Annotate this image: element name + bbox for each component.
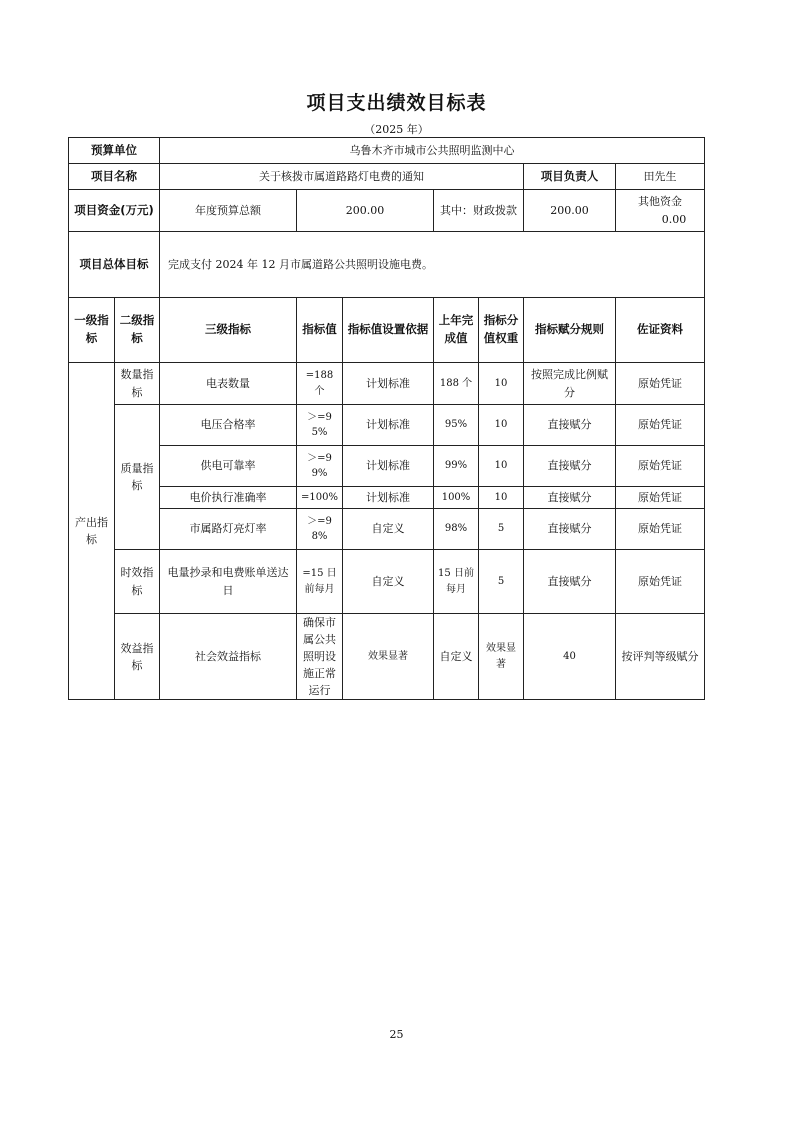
performance-table (68, 137, 705, 700)
col-rule: 指标赋分规则 (524, 298, 616, 363)
indicator-evidence: 原始凭证 (616, 446, 705, 487)
indicator-name: 电压合格率 (160, 405, 297, 446)
indicator-last-year: 188 个 (434, 363, 479, 405)
table-row (69, 614, 705, 700)
indicator-last-year: 99% (434, 446, 479, 487)
col-weight: 指标分值权重 (479, 298, 524, 363)
year-label: （2025 年） (364, 123, 429, 136)
indicator-basis: 自定义 (343, 509, 434, 550)
indicator-basis: 计划标准 (343, 405, 434, 446)
row-project-funds (69, 190, 705, 232)
table-row (69, 550, 705, 614)
indicator-rule: 直接赋分 (524, 509, 616, 550)
indicator-basis: 计划标准 (343, 446, 434, 487)
indicator-value: ＞=95% (297, 405, 343, 446)
project-name-label: 项目名称 (69, 164, 160, 190)
indicator-value: =188 个 (297, 363, 343, 405)
fiscal-allocation-value: 200.00 (524, 190, 616, 232)
indicator-name: 供电可靠率 (160, 446, 297, 487)
project-owner-label: 项目负责人 (524, 164, 616, 190)
subgroup-quality: 质量指标 (115, 405, 160, 550)
indicator-weight: 10 (479, 487, 524, 509)
page-title: 项目支出绩效目标表 (306, 92, 487, 114)
indicator-last-year: 98% (434, 509, 479, 550)
row-project-name (69, 164, 705, 190)
annual-budget-value: 200.00 (297, 190, 434, 232)
other-funds-cell (616, 190, 705, 232)
group-benefit: 效益指标 (115, 614, 160, 700)
project-owner-value: 田先生 (616, 164, 705, 190)
indicator-weight: 10 (479, 405, 524, 446)
budget-unit-label: 预算单位 (69, 138, 160, 164)
indicator-evidence: 原始凭证 (616, 509, 705, 550)
indicator-name: 电表数量 (160, 363, 297, 405)
indicator-weight: 5 (479, 550, 524, 614)
indicator-rule: 直接赋分 (524, 487, 616, 509)
col-basis: 指标值设置依据 (343, 298, 434, 363)
indicator-name: 电价执行准确率 (160, 487, 297, 509)
col-evidence: 佐证资料 (616, 298, 705, 363)
indicator-evidence: 原始凭证 (616, 550, 705, 614)
indicator-last-year: 100% (434, 487, 479, 509)
row-overall-goal (69, 232, 705, 298)
indicator-name: 确保市属公共照明设施正常运行 (297, 614, 343, 700)
indicator-rule: 按评判等级赋分 (616, 614, 705, 700)
project-funds-label: 项目资金(万元) (69, 190, 160, 232)
col-value: 指标值 (297, 298, 343, 363)
group-output: 产出指标 (69, 363, 115, 700)
indicator-rule: 直接赋分 (524, 405, 616, 446)
indicator-value: ＞=99% (297, 446, 343, 487)
indicator-value: ＞=98% (297, 509, 343, 550)
indicator-basis: 自定义 (434, 614, 479, 700)
col-last-year: 上年完成值 (434, 298, 479, 363)
page-number: 25 (389, 1028, 404, 1041)
row-budget-unit (69, 138, 705, 164)
other-funds-label: 其他资金 (638, 195, 683, 209)
indicator-name: 市属路灯亮灯率 (160, 509, 297, 550)
indicator-last-year: 95% (434, 405, 479, 446)
subgroup-social: 社会效益指标 (160, 614, 297, 700)
indicator-name: 电量抄录和电费账单送达日 (160, 550, 297, 614)
table-row (69, 405, 705, 446)
other-funds-value: 0.00 (661, 212, 687, 226)
indicator-weight: 10 (479, 363, 524, 405)
col-level3: 三级指标 (160, 298, 297, 363)
indicator-rule: 直接赋分 (524, 550, 616, 614)
indicator-value: =100% (297, 487, 343, 509)
budget-unit-value: 乌鲁木齐市城市公共照明监测中心 (160, 138, 705, 164)
table-row (69, 446, 705, 487)
project-name-value: 关于核拨市属道路路灯电费的通知 (160, 164, 524, 190)
column-header-row (69, 298, 705, 363)
indicator-last-year: 效果显著 (479, 614, 524, 700)
indicator-value: =15 日前每月 (297, 550, 343, 614)
col-level1: 一级指标 (69, 298, 115, 363)
overall-goal-value: 完成支付 2024 年 12 月市属道路公共照明设施电费。 (160, 232, 705, 298)
overall-goal-label: 项目总体目标 (69, 232, 160, 298)
indicator-value: 效果显著 (343, 614, 434, 700)
subgroup-quantity: 数量指标 (115, 363, 160, 405)
col-level2: 二级指标 (115, 298, 160, 363)
indicator-evidence: 原始凭证 (616, 405, 705, 446)
table-row (69, 509, 705, 550)
indicator-weight: 5 (479, 509, 524, 550)
indicator-basis: 自定义 (343, 550, 434, 614)
table-row (69, 487, 705, 509)
indicator-last-year: 15 日前每月 (434, 550, 479, 614)
indicator-basis: 计划标准 (343, 487, 434, 509)
indicator-basis: 计划标准 (343, 363, 434, 405)
indicator-evidence: 原始凭证 (616, 487, 705, 509)
indicator-rule: 按照完成比例赋分 (524, 363, 616, 405)
table-row (69, 363, 705, 405)
indicator-weight: 40 (524, 614, 616, 700)
indicator-evidence: 原始凭证 (616, 363, 705, 405)
subgroup-timeliness: 时效指标 (115, 550, 160, 614)
annual-budget-label: 年度预算总额 (160, 190, 297, 232)
fiscal-allocation-label: 其中：财政拨款 (434, 190, 524, 232)
indicator-rule: 直接赋分 (524, 446, 616, 487)
indicator-weight: 10 (479, 446, 524, 487)
